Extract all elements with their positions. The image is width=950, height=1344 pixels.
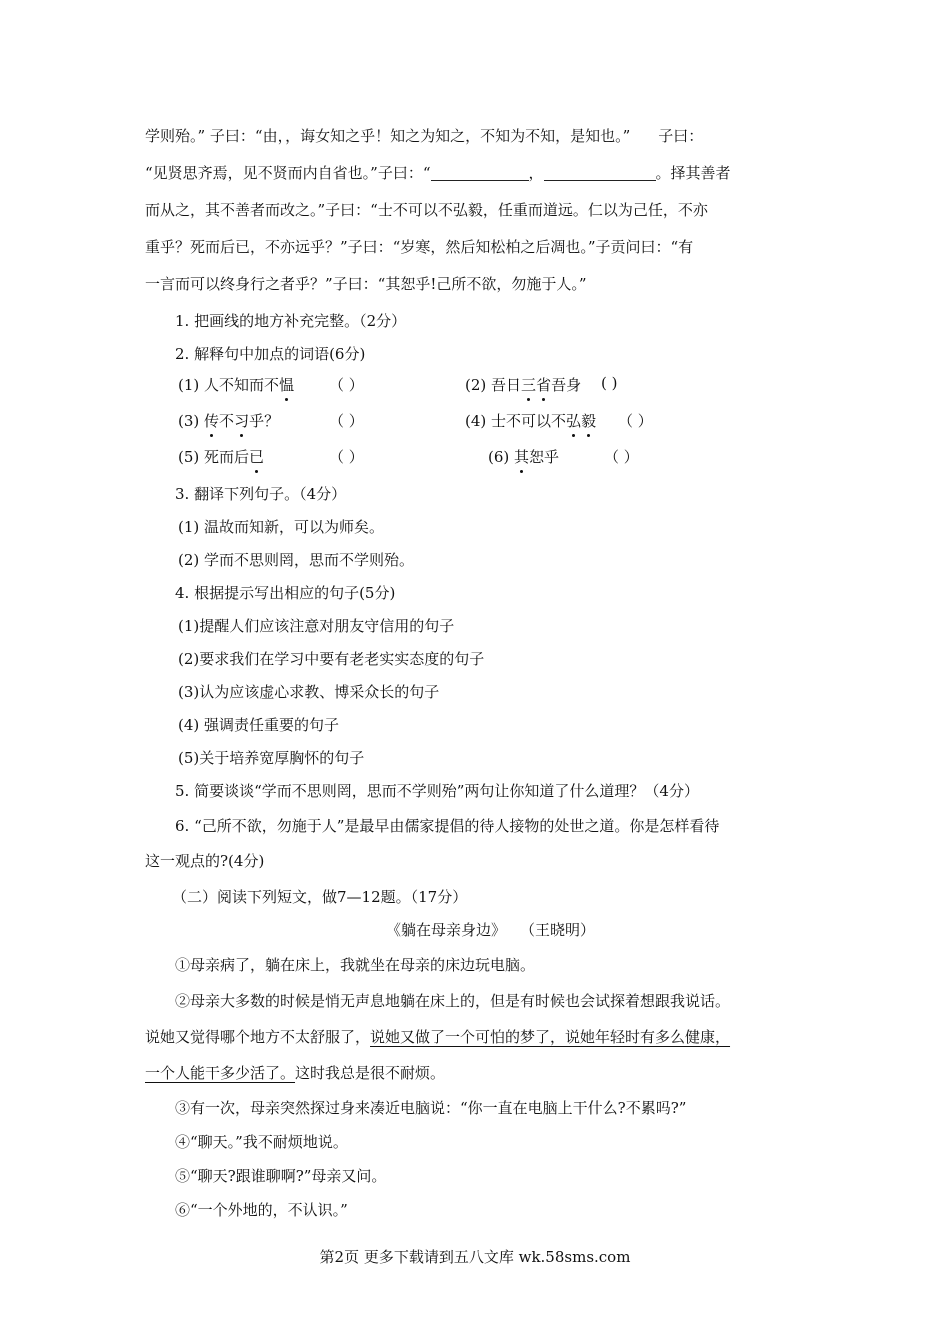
item-2: [465, 374, 581, 396]
passage-text: 子曰：: [658, 127, 704, 145]
item-text: 吾身: [551, 376, 582, 394]
dotted-char: 愠: [279, 376, 295, 394]
paragraph-text: 说她又觉得哪个地方不太舒服了，: [145, 1028, 371, 1046]
item-number: (2): [465, 376, 487, 394]
item-number: (5): [178, 448, 200, 466]
passage-text: 。择其善者: [655, 164, 731, 182]
dotted-char: 省: [536, 376, 552, 394]
answer-paren-1[interactable]: （ ）: [329, 376, 364, 394]
paragraph-2-line-2: [145, 1026, 738, 1048]
question-3: 3. 翻译下列句子。（4分）: [175, 485, 347, 503]
passage-line-3: 而从之，其不善者而改之。”子曰：“士不可以不弘毅，任重而道远。仁以为己任，不亦: [145, 201, 708, 219]
question-6-cont: 这一观点的?(4分): [145, 852, 265, 870]
article-title: [386, 919, 595, 941]
dotted-char: 已: [249, 448, 265, 466]
paragraph-4: ④“聊天。”我不耐烦地说。: [175, 1133, 348, 1151]
answer-paren-2[interactable]: ( ): [601, 374, 618, 392]
question-2: 2. 解释句中加点的词语(6分): [175, 345, 366, 363]
dotted-char: 其: [514, 448, 530, 466]
dotted-char: 传: [204, 412, 220, 430]
passage-line-5: 一言而可以终身行之者乎？”子曰：“其恕乎!己所不欲，勿施于人。”: [145, 275, 587, 293]
paragraph-5: ⑤“聊天?跟谁聊啊?”母亲又问。: [175, 1167, 387, 1185]
item-6: [488, 446, 559, 468]
answer-paren-5[interactable]: （ ）: [329, 448, 364, 466]
paragraph-1: ①母亲病了，躺在床上，我就坐在母亲的床边玩电脑。: [175, 956, 536, 974]
paragraph-2-line-3: [145, 1062, 445, 1084]
dotted-char: 习: [234, 412, 250, 430]
passage-text: ，: [528, 164, 544, 182]
answer-paren-6[interactable]: （ ）: [604, 448, 639, 466]
question-4: 4. 根据提示写出相应的句子(5分): [175, 584, 396, 602]
item-1: [178, 374, 294, 396]
paragraph-3: ③有一次，母亲突然探过身来凑近电脑说：“你一直在电脑上干什么?不累吗?”: [175, 1099, 687, 1117]
question-4-4: (4) 强调责任重要的句子: [178, 716, 340, 734]
question-3-1: (1) 温故而知新，可以为师矣。: [178, 518, 385, 536]
item-number: (3): [178, 412, 200, 430]
fill-blank-2[interactable]: [544, 164, 656, 181]
item-text: 士不可以不: [491, 412, 567, 430]
item-text: 不: [219, 412, 235, 430]
paragraph-2: ②母亲大多数的时候是悄无声息地躺在床上的，但是有时候也会试探着想跟我说话。: [175, 992, 731, 1010]
answer-paren-3[interactable]: （ ）: [329, 412, 364, 430]
item-3: [178, 410, 279, 432]
item-number: (4): [465, 412, 487, 430]
fill-blank-1[interactable]: [431, 164, 529, 181]
question-4-1: (1)提醒人们应该注意对朋友守信用的句子: [178, 617, 455, 635]
answer-paren-4[interactable]: （ ）: [618, 412, 653, 430]
passage-text: 学则殆。” 子曰：“由，，诲女知之乎！知之为知之，不知为不知，是知也。”: [145, 127, 631, 145]
item-text: 乎？: [249, 412, 280, 430]
question-4-3: (3)认为应该虚心求教、博采众长的句子: [178, 683, 440, 701]
question-4-5: (5)关于培养宽厚胸怀的句子: [178, 749, 365, 767]
article-title-text: 《躺在母亲身边》: [386, 921, 507, 939]
item-text: 人不知而不: [204, 376, 280, 394]
item-4: [465, 410, 596, 432]
section-2-heading: （二）阅读下列短文，做7—12题。（17分）: [172, 888, 468, 906]
question-5: 5. 简要谈谈“学而不思则罔，思而不学则殆”两句让你知道了什么道理？（4分）: [175, 782, 699, 800]
item-number: (6): [488, 448, 510, 466]
paragraph-text: 这时我总是很不耐烦。: [295, 1064, 446, 1082]
dotted-char: 毅: [581, 412, 597, 430]
underlined-text: 一个人能干多少活了。: [145, 1064, 296, 1082]
underlined-text: 说她又做了一个可怕的梦了，说她年轻时有多么健康，: [370, 1028, 731, 1046]
paragraph-6: ⑥“一个外地的，不认识。”: [175, 1201, 348, 1219]
passage-line-1: [145, 125, 703, 147]
item-number: (1): [178, 376, 200, 394]
item-text: 吾日: [491, 376, 522, 394]
passage-text: “见贤思齐焉，见不贤而内自省也。”子曰：“: [145, 164, 431, 182]
question-3-2: (2) 学而不思则罔，思而不学则殆。: [178, 551, 415, 569]
passage-line-4: 重乎？死而后已，不亦远乎？”子曰：“岁寒，然后知松柏之后凋也。”子贡问曰：“有: [145, 238, 694, 256]
question-1: 1. 把画线的地方补充完整。（2分）: [175, 312, 407, 330]
question-6: 6. “己所不欲，勿施于人”是最早由儒家提倡的待人接物的处世之道。你是怎样看待: [175, 817, 720, 835]
dotted-char: 弘: [566, 412, 582, 430]
article-author: （王晓明）: [520, 921, 596, 939]
page-footer: 第2页 更多下载请到五八文库 wk.58sms.com: [319, 1248, 631, 1266]
item-5: [178, 446, 264, 468]
dotted-char: 三: [521, 376, 537, 394]
passage-line-2: [145, 162, 731, 184]
item-text: 死而后: [204, 448, 250, 466]
item-text: 恕乎: [529, 448, 560, 466]
question-4-2: (2)要求我们在学习中要有老老实实态度的句子: [178, 650, 485, 668]
